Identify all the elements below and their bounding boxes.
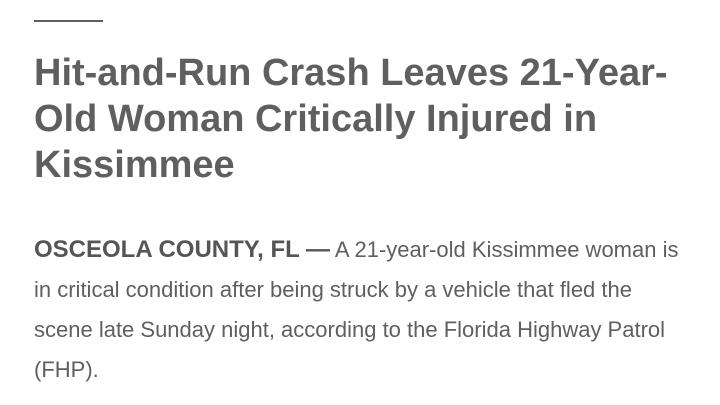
article-lead-text: A 21-year-old Kissimmee woman is in critical condition after being struck by a vehicle that fled the scene late Sunday night, according to the Florida Highway Patrol (FHP). bbox=[34, 237, 679, 382]
article-lead-paragraph bbox=[34, 230, 694, 390]
headline-divider bbox=[34, 20, 103, 22]
article-dateline: OSCEOLA COUNTY, FL — bbox=[34, 236, 331, 263]
article-headline: Hit-and-Run Crash Leaves 21-Year-Old Woman Critically Injured in Kissimmee bbox=[34, 52, 668, 186]
